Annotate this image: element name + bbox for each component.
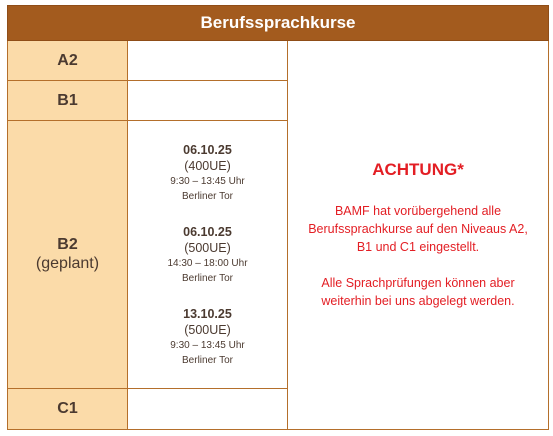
notice-cell: [288, 41, 549, 430]
course-time: 9:30 – 13:45 Uhr: [170, 339, 245, 351]
b1-courses-cell: [128, 81, 288, 121]
level-c1-label: C1: [57, 400, 78, 417]
notice-title: ACHTUNG*: [372, 160, 464, 179]
level-b1-cell: [8, 81, 128, 121]
notice-line-3: B1 und C1 eingestellt.: [356, 240, 480, 254]
course-units: (500UE): [184, 322, 231, 337]
level-b2-cell: [8, 121, 128, 389]
course-time: 14:30 – 18:00 Uhr: [167, 257, 248, 269]
course-date: 13.10.25: [183, 306, 232, 321]
course-location: Berliner Tor: [182, 272, 233, 284]
b2-courses-cell: [128, 121, 288, 389]
course-item: [128, 142, 287, 204]
notice-line-2: Berufssprachkurse auf den Niveaus A2,: [308, 222, 528, 236]
notice-line-1: BAMF hat vorübergehend alle: [334, 204, 502, 218]
course-date: 06.10.25: [183, 142, 232, 157]
course-item: [128, 306, 287, 368]
level-b1-label: B1: [57, 91, 78, 109]
course-date: 06.10.25: [183, 224, 232, 239]
level-b2-label: B2: [57, 236, 78, 253]
course-units: (500UE): [184, 240, 231, 255]
course-units: (400UE): [184, 158, 231, 173]
course-time: 9:30 – 13:45 Uhr: [170, 175, 245, 187]
course-item: [128, 224, 287, 286]
c1-courses-cell: [128, 389, 288, 430]
level-c1-cell: [8, 389, 128, 430]
course-table: [7, 5, 549, 430]
table-title: Berufssprachkurse: [8, 6, 549, 41]
course-location: Berliner Tor: [182, 190, 233, 202]
course-location: Berliner Tor: [182, 354, 233, 366]
level-a2-cell: [8, 41, 128, 81]
level-a2-label: A2: [57, 51, 78, 69]
notice-line-4: Alle Sprachprüfungen können aber: [321, 276, 515, 290]
a2-courses-cell: [128, 41, 288, 81]
notice-line-5: weiterhin bei uns abgelegt werden.: [321, 294, 515, 308]
level-b2-status: (geplant): [35, 255, 100, 272]
